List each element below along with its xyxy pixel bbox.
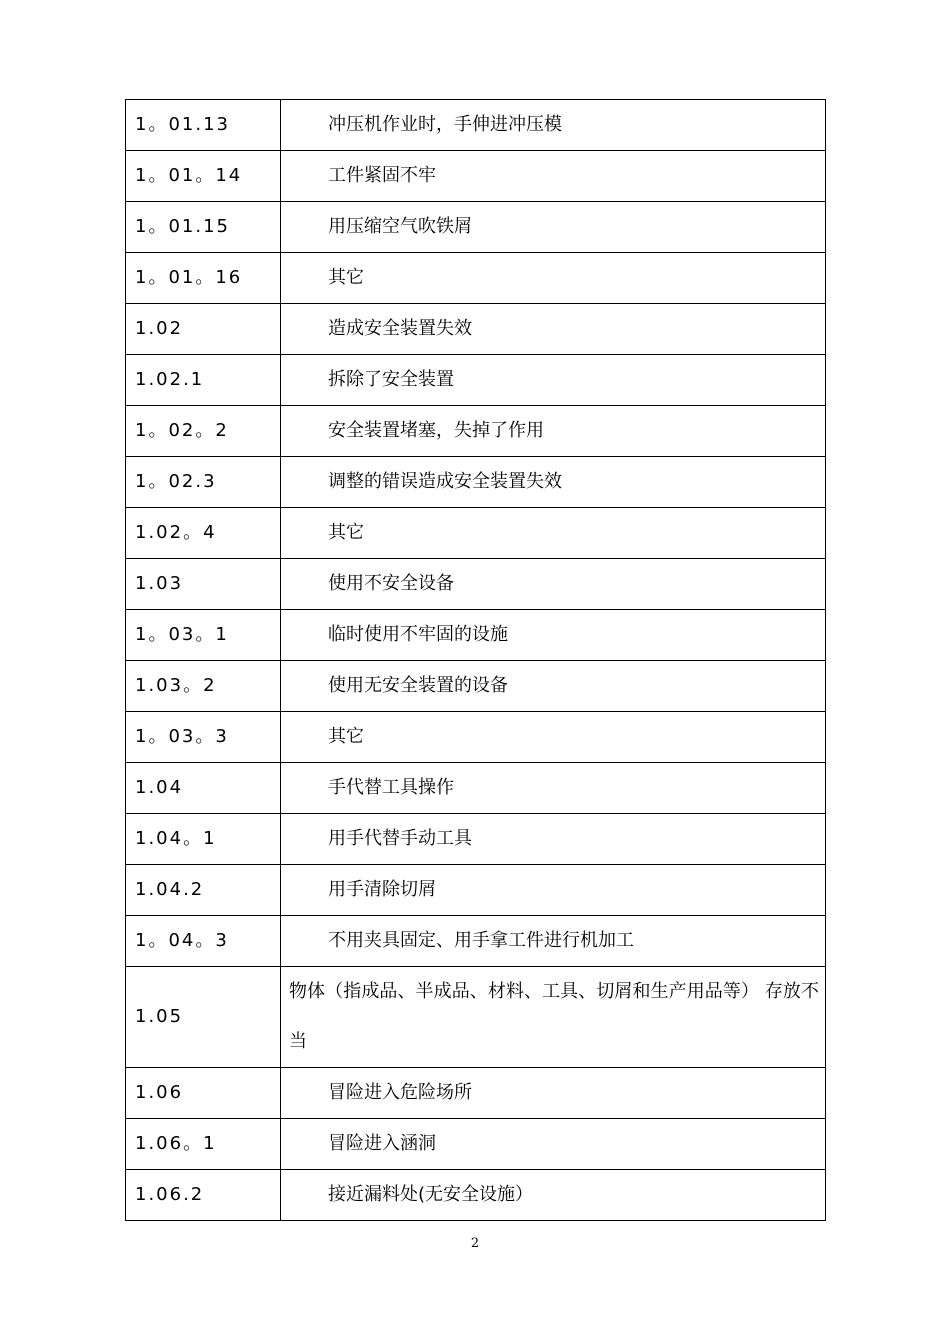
table-body — [126, 100, 826, 1221]
description-cell: 不用夹具固定、用手拿工件进行机加工 — [281, 916, 826, 967]
description-cell: 其它 — [281, 253, 826, 304]
code-cell: 1。03。3 — [126, 712, 281, 763]
table-row — [126, 865, 826, 916]
code-cell: 1。01.13 — [126, 100, 281, 151]
code-cell: 1.04。1 — [126, 814, 281, 865]
description-cell: 用手清除切屑 — [281, 865, 826, 916]
description-cell: 手代替工具操作 — [281, 763, 826, 814]
code-cell: 1.02.1 — [126, 355, 281, 406]
description-cell: 冲压机作业时，手伸进冲压模 — [281, 100, 826, 151]
table-row — [126, 712, 826, 763]
code-cell: 1。01.15 — [126, 202, 281, 253]
code-cell: 1.03。2 — [126, 661, 281, 712]
code-cell: 1。03。1 — [126, 610, 281, 661]
description-cell: 冒险进入涵洞 — [281, 1119, 826, 1170]
table-row — [126, 202, 826, 253]
code-cell: 1.06 — [126, 1068, 281, 1119]
description-cell: 其它 — [281, 712, 826, 763]
description-cell: 调整的错误造成安全装置失效 — [281, 457, 826, 508]
table-row — [126, 763, 826, 814]
table-row — [126, 304, 826, 355]
code-cell: 1。04。3 — [126, 916, 281, 967]
description-cell: 使用无安全装置的设备 — [281, 661, 826, 712]
description-cell: 其它 — [281, 508, 826, 559]
description-cell: 接近漏料处(无安全设施） — [281, 1170, 826, 1221]
table-row — [126, 661, 826, 712]
table-row — [126, 151, 826, 202]
table-row — [126, 457, 826, 508]
description-cell: 使用不安全设备 — [281, 559, 826, 610]
code-cell: 1。02.3 — [126, 457, 281, 508]
table-row — [126, 1170, 826, 1221]
table-row — [126, 1119, 826, 1170]
table-row — [126, 355, 826, 406]
code-cell: 1.02。4 — [126, 508, 281, 559]
table-row — [126, 1068, 826, 1119]
table-row — [126, 967, 826, 1068]
table-row — [126, 916, 826, 967]
code-cell: 1.03 — [126, 559, 281, 610]
unsafe-behavior-code-table — [125, 99, 826, 1221]
table-row — [126, 508, 826, 559]
description-cell: 冒险进入危险场所 — [281, 1068, 826, 1119]
table-row — [126, 610, 826, 661]
description-cell: 安全装置堵塞，失掉了作用 — [281, 406, 826, 457]
table-row — [126, 814, 826, 865]
description-cell: 用手代替手动工具 — [281, 814, 826, 865]
code-cell: 1.04.2 — [126, 865, 281, 916]
code-cell: 1.04 — [126, 763, 281, 814]
code-cell: 1.06。1 — [126, 1119, 281, 1170]
table-row — [126, 559, 826, 610]
description-cell: 工件紧固不牢 — [281, 151, 826, 202]
page-number: 2 — [470, 1236, 480, 1251]
code-cell: 1.02 — [126, 304, 281, 355]
code-cell: 1。01。16 — [126, 253, 281, 304]
code-cell: 1。01。14 — [126, 151, 281, 202]
code-cell: 1。02。2 — [126, 406, 281, 457]
description-cell: 物体（指成品、半成品、材料、工具、切屑和生产用品等） 存放不当 — [281, 967, 826, 1068]
description-cell: 造成安全装置失效 — [281, 304, 826, 355]
description-cell: 临时使用不牢固的设施 — [281, 610, 826, 661]
description-cell: 拆除了安全装置 — [281, 355, 826, 406]
table-row — [126, 253, 826, 304]
description-cell: 用压缩空气吹铁屑 — [281, 202, 826, 253]
table-row — [126, 406, 826, 457]
code-cell: 1.05 — [126, 967, 281, 1068]
code-cell: 1.06.2 — [126, 1170, 281, 1221]
table-row — [126, 100, 826, 151]
